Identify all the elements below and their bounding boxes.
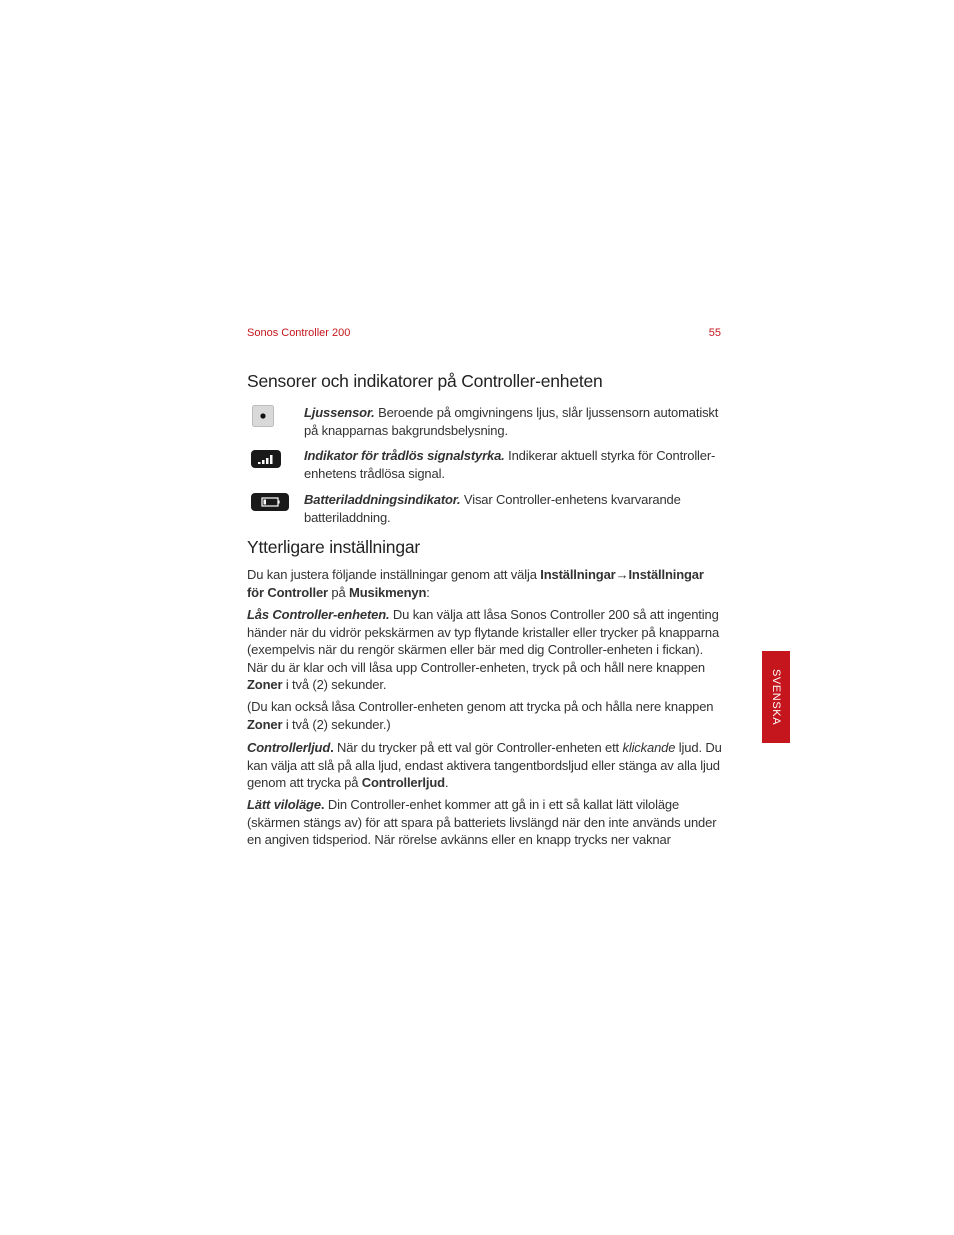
text: Din Controller-enhet kommer att gå in i ett så kallat lätt viloläge (skärmen stängs av) för att spara på batteriets livslängd när den inte används under en angiven tidsperiod. När rörelse avkänns eller en knapp trycks ner vaknar bbox=[247, 797, 717, 847]
sensor-item-signal bbox=[304, 447, 724, 482]
controller-sound-ref: Controllerljud bbox=[361, 775, 445, 790]
text: ljud. Du kan välja att slå på alla ljud, endast aktivera tangentbordsljud eller stänga av alla ljud genom att trycka på bbox=[247, 740, 722, 790]
emphasis: klickande bbox=[622, 740, 676, 755]
sensor-item-light bbox=[304, 404, 724, 439]
zones-button-ref: Zoner bbox=[247, 716, 283, 732]
text: i två (2) sekunder. bbox=[282, 677, 387, 692]
language-tab bbox=[762, 651, 790, 743]
signal-strength-icon bbox=[251, 450, 281, 473]
menu-name: Musikmenyn bbox=[349, 584, 427, 600]
sensor-term: Indikator för trådlös signalstyrka. bbox=[304, 448, 505, 463]
sensor-description: Beroende på omgivningens ljus, slår ljussensorn automatiskt på knapparnas bakgrundsbelysning. bbox=[304, 405, 719, 438]
sensor-term: Batteriladdningsindikator. bbox=[304, 492, 461, 507]
text: Du kan justera följande inställningar genom att välja bbox=[247, 567, 541, 582]
lock-paragraph bbox=[247, 606, 723, 694]
page-number: 55 bbox=[708, 327, 721, 339]
sensor-description: Indikerar aktuell styrka för Controller-enhetens trådlösa signal. bbox=[304, 448, 716, 481]
sleep-paragraph bbox=[247, 796, 723, 849]
sleep-term: Lätt viloläge bbox=[247, 797, 321, 812]
section-title-sensors: Sensorer och indikatorer på Controller-enheten bbox=[247, 371, 603, 391]
text: (Du kan också låsa Controller-enheten genom att trycka på och hålla nere knappen bbox=[247, 699, 714, 714]
battery-icon bbox=[251, 493, 289, 516]
zones-button-ref: Zoner bbox=[247, 677, 283, 692]
text: . bbox=[320, 797, 325, 812]
light-sensor-icon bbox=[252, 405, 274, 432]
text: i två (2) sekunder.) bbox=[282, 716, 391, 732]
sound-term: Controllerljud bbox=[247, 740, 331, 755]
running-header-product: Sonos Controller 200 bbox=[247, 327, 351, 339]
text: på bbox=[327, 584, 350, 600]
sound-paragraph bbox=[247, 739, 723, 792]
text: Du kan välja att låsa Sonos Controller 200 så att ingenting händer när du vidrör pekskärmen av typ flytande kristaller eller trycker på knapparna (exempelvis när du rengör skärmen eller bär med dig Controller-enheten i fickan). När du är klar och vill låsa upp Controller-enheten, tryck på och håll nere knappen bbox=[247, 607, 720, 675]
arrow: → bbox=[615, 567, 629, 582]
sensor-description: Visar Controller-enhetens kvarvarande batteriladdning. bbox=[304, 492, 681, 525]
text: När du trycker på ett val gör Controller-enheten ett bbox=[333, 740, 623, 755]
menu-path-settings: Inställningar bbox=[540, 567, 616, 582]
lock-note-paragraph bbox=[247, 698, 723, 733]
intro-paragraph bbox=[247, 566, 723, 601]
sensor-item-battery bbox=[304, 491, 724, 526]
text: . bbox=[330, 740, 334, 755]
text: : bbox=[426, 584, 430, 600]
sensor-term: Ljussensor. bbox=[304, 405, 375, 420]
section-title-more-settings: Ytterligare inställningar bbox=[247, 537, 421, 557]
text: . bbox=[444, 775, 449, 790]
menu-path-controller-settings: Inställningar för Controller bbox=[247, 567, 704, 600]
language-tab-label: SVENSKA bbox=[770, 668, 782, 726]
lock-term: Lås Controller-enheten. bbox=[247, 607, 390, 622]
